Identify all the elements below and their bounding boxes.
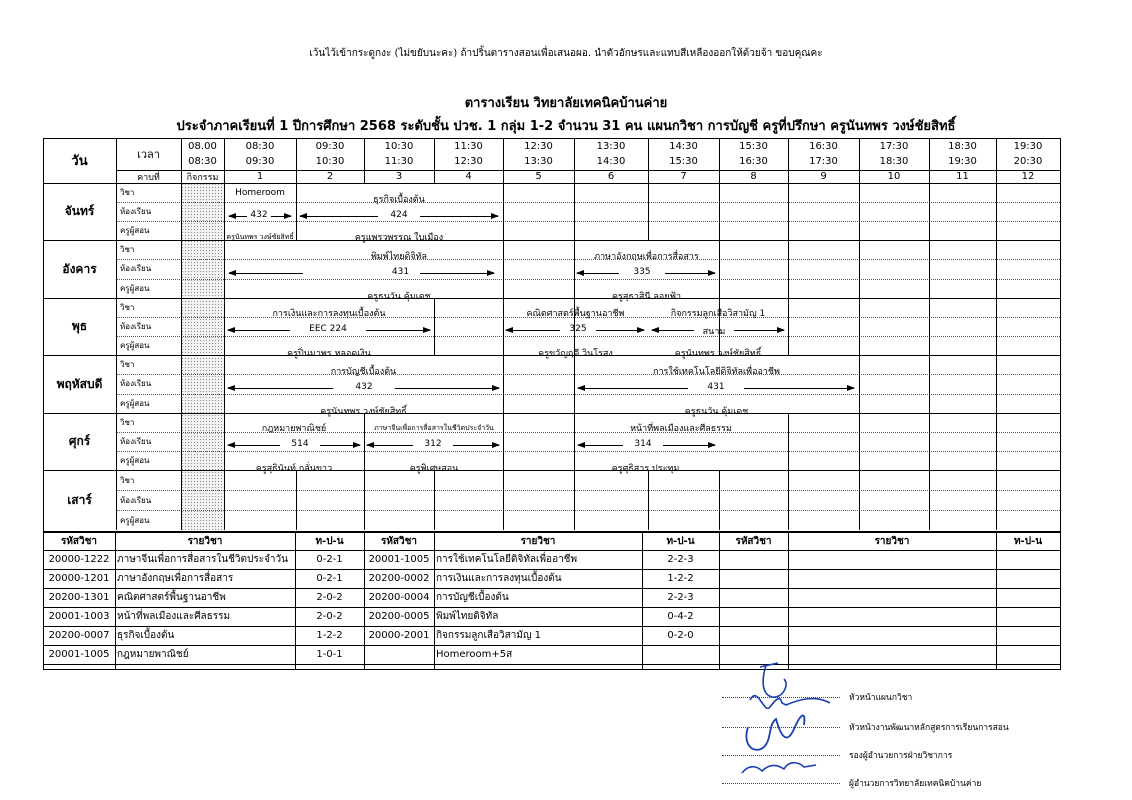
row-label: วิชา (120, 418, 135, 427)
tue-subject-thai-typing: พิมพ์ไทยดิจิทัล (370, 252, 428, 262)
header-day: วัน (71, 154, 88, 169)
course-credits: 1-0-1 (316, 649, 343, 660)
arrow-right (420, 216, 498, 217)
fri-room-chinese: 312 (424, 439, 442, 449)
grid-line (648, 183, 649, 240)
time-slot (296, 138, 364, 170)
time-slot (788, 138, 859, 170)
row-label: วิชา (120, 245, 135, 255)
page-title: ตารางเรียน วิทยาลัยเทคนิคบ้านค่าย (464, 96, 668, 111)
timetable (43, 138, 1061, 532)
row-label: ครูผู้สอน (120, 341, 150, 350)
arrow-left (228, 388, 333, 389)
time-slot (224, 138, 296, 170)
time-slot (996, 138, 1060, 170)
time-start: 09:30 (315, 141, 345, 152)
fri-teacher-chinese: ครูพิเศษสอน (409, 464, 459, 474)
signature-title: ผู้อำนวยการวิทยาลัยเทคนิคบ้านค่าย (849, 779, 982, 789)
fri-teacher-commercial-law: ครูสุธินันท์ กลั่นขาว (255, 464, 333, 474)
wed-room-math: 325 (569, 324, 587, 334)
course-column-header: ท-ป-น (666, 535, 695, 547)
row-label: ห้องเรียน (120, 379, 152, 389)
row-label: ครูผู้สอน (120, 283, 150, 293)
grid-line (719, 470, 720, 530)
mon-teacher-business: ครูแพรวพรรณ ใบเมือง (354, 233, 444, 243)
thu-room-digital-tech: 431 (707, 382, 725, 392)
grid-line (996, 183, 997, 240)
grid-line (859, 240, 860, 298)
wed-teacher-finance: ครูปิ่นมาพร หลอดเงิน (287, 349, 371, 359)
grid-line (788, 532, 789, 669)
thu-teacher-accounting: ครูนันทพร วงษ์ชัยสิทธิ์ (320, 407, 407, 417)
wed-teacher-math: ครูขวัญฤดี วินโรสง (538, 349, 613, 359)
time-start: 11:30 (454, 141, 483, 152)
period-number: 4 (465, 171, 472, 182)
arrow-right (395, 388, 499, 389)
course-name: ธุรกิจเบื้องต้น (117, 630, 175, 641)
grid-line (859, 138, 860, 183)
arrow-left (577, 273, 619, 274)
arrow-left (506, 330, 560, 331)
grid-line (859, 355, 860, 413)
signature-3 (746, 715, 804, 749)
arrow-left (300, 216, 378, 217)
row-label: วิชา (120, 475, 135, 485)
signature-title: หัวหน้าแผนกวิชา (849, 693, 913, 703)
course-column-header: รหัสวิชา (380, 535, 418, 547)
time-start: 16:30 (809, 141, 838, 152)
course-code: 20000-1201 (48, 573, 110, 584)
grid-line (648, 138, 649, 183)
grid-line (788, 138, 789, 183)
course-name: พิมพ์ไทยดิจิทัล (436, 611, 499, 622)
grid-line (224, 138, 225, 183)
tue-subject-english: ภาษาอังกฤษเพื่อการสื่อสาร (594, 252, 699, 262)
arrow-left (578, 388, 688, 389)
course-credits (642, 645, 719, 664)
grid-line (996, 470, 997, 530)
header-time: เวลา (137, 148, 160, 161)
course-code: 20200-0004 (368, 592, 430, 603)
row-label: ห้องเรียน (120, 264, 152, 274)
course-name: หน้าที่พลเมืองและศีลธรรม (117, 611, 231, 622)
course-table (43, 532, 1061, 670)
mon-room-homeroom: 432 (250, 210, 268, 220)
signature-title: รองผู้อำนวยการฝ่ายวิชาการ (849, 751, 953, 761)
grid-line (859, 298, 860, 355)
grid-line (364, 470, 365, 530)
time-start: 10:30 (384, 141, 414, 152)
grid-line (996, 355, 997, 413)
arrow-left (229, 216, 247, 217)
course-name: คณิตศาสตร์พื้นฐานอาชีพ (117, 592, 226, 603)
signature-scribbles (720, 655, 870, 795)
arrow-left (229, 273, 303, 274)
header-activity: กิจกรรม (186, 172, 219, 183)
course-credits: 0-2-0 (667, 630, 694, 641)
grid-line (574, 470, 575, 530)
day-thu: พฤหัสบดี (56, 376, 103, 391)
period-number: 9 (820, 171, 827, 182)
day-sat: เสาร์ (67, 492, 92, 507)
grid-line (929, 298, 930, 355)
grid-line (788, 240, 789, 298)
period-number: 1 (256, 171, 264, 182)
instruction-note: เว้นไว้เข้ากระดูกงะ (ไม่ขยับนะคะ) ถ้าปริ้นตารางสอนเพื่อเสนอผอ. นำตัวอักษรและแทบสีเหลืองออกให้ด้วยจ้า ขอบคุณคะ (309, 48, 823, 59)
period-number: 12 (1021, 171, 1035, 182)
header-period: คาบที่ (137, 172, 160, 183)
time-slot (859, 138, 929, 170)
wed-subject-scout: กิจกรรมลูกเสือวิสามัญ 1 (670, 309, 766, 319)
course-code: 20000-2001 (368, 630, 430, 641)
arrow-right (453, 445, 499, 446)
time-end: 20:30 (1013, 156, 1043, 167)
arrow-right (320, 445, 360, 446)
course-column-header: ท-ป-น (1013, 535, 1043, 547)
grid-line (996, 298, 997, 355)
fri-room-civics: 314 (634, 439, 652, 449)
grid-line-dotted (116, 221, 1060, 222)
course-code: 20001-1003 (48, 611, 110, 622)
course-column-header: รหัสวิชา (60, 535, 98, 547)
time-end: 11:30 (384, 156, 414, 167)
course-credits: 0-2-1 (316, 573, 343, 584)
arrow-right (596, 330, 644, 331)
grid-line (929, 240, 930, 298)
wed-subject-finance: การเงินและการลงทุนเบื้องต้น (272, 309, 386, 319)
signature-line (722, 755, 840, 756)
grid-line (788, 470, 789, 530)
page-subtitle: ประจำภาคเรียนที่ 1 ปีการศึกษา 2568 ระดับชั้น ปวช. 1 กลุ่ม 1-2 จำนวน 31 คน แผนกวิชา การบัญชี ครูที่ปรึกษา ครูนันทพร วงษ์ชัยสิทธิ์ (176, 119, 956, 134)
course-credits: 2-0-2 (316, 611, 343, 622)
grid-line (929, 183, 930, 240)
period-number: 10 (887, 171, 901, 182)
signature-line (722, 783, 840, 784)
row-label: ห้องเรียน (120, 207, 152, 216)
course-column-header: รายวิชา (187, 535, 223, 547)
fri-subject-civics: หน้าที่พลเมืองและศีลธรรม (630, 424, 732, 434)
grid-line (503, 355, 504, 413)
day-mon: จันทร์ (64, 204, 95, 218)
course-name: กิจกรรมลูกเสือวิสามัญ 1 (436, 630, 541, 641)
grid-line (116, 138, 117, 530)
period-number: 3 (395, 171, 403, 182)
course-code: 20200-1301 (48, 592, 110, 603)
mon-teacher-homeroom: ครูนันทพร วงษ์ชัยสิทธิ์ (226, 233, 294, 241)
day-fri: ศุกร์ (68, 434, 91, 448)
grid-line (929, 138, 930, 183)
day-wed: พุธ (71, 319, 88, 333)
time-end: 10:30 (315, 156, 345, 167)
arrow-right (744, 388, 854, 389)
time-start: 08:30 (245, 141, 275, 152)
wed-room-finance: EEC 224 (309, 324, 347, 334)
time-slot (181, 138, 224, 170)
grid-line (788, 298, 789, 355)
grid-line (434, 470, 435, 530)
arrow-right (663, 445, 715, 446)
course-credits: 0-4-2 (667, 611, 694, 622)
grid-line (43, 664, 1060, 665)
grid-line (788, 413, 789, 470)
course-code: 20200-0005 (368, 611, 430, 622)
time-end: 12:30 (454, 156, 483, 167)
period-number: 5 (535, 171, 542, 182)
signature-line (722, 727, 840, 728)
grid-line-dotted (116, 490, 1060, 491)
row-label: ครูผู้สอน (120, 398, 150, 408)
mon-subject-homeroom: Homeroom (235, 188, 285, 198)
grid-line-dotted (116, 451, 1060, 452)
row-label: ห้องเรียน (120, 322, 152, 331)
course-name: Homeroom+5ส (436, 649, 513, 660)
arrow-right (420, 273, 494, 274)
grid-line (648, 470, 649, 530)
period-number: 6 (607, 171, 615, 182)
course-credits: 2-0-2 (316, 592, 343, 603)
time-slot (503, 138, 574, 170)
tue-room-thai-typing: 431 (391, 267, 410, 277)
course-code: 20000-1222 (48, 554, 110, 565)
course-credits: 2-2-3 (667, 592, 694, 603)
tue-room-english: 335 (633, 267, 651, 277)
day-tue: อังคาร (62, 261, 97, 276)
course-column-header: ท-ป-น (315, 535, 344, 547)
time-slot (929, 138, 996, 170)
time-end: 09:30 (245, 156, 275, 167)
arrow-left (228, 330, 290, 331)
tue-teacher-thai-typing: ครูธนวัน คุ้มเดช (367, 292, 431, 302)
time-start: 17:30 (879, 141, 909, 152)
signature-1 (760, 663, 786, 697)
grid-line (859, 183, 860, 240)
arrow-left (578, 445, 623, 446)
course-code: 20200-0007 (48, 630, 110, 641)
time-slot (364, 138, 434, 170)
arrow-left (228, 445, 280, 446)
grid-line (788, 183, 789, 240)
grid-line-dotted (116, 336, 1060, 337)
grid-line (719, 532, 720, 669)
grid-line-dotted (116, 279, 1060, 280)
fri-subject-chinese: ภาษาจีนเพื่อการสื่อสารในชีวิตประจำวัน (374, 424, 494, 432)
course-name: ภาษาจีนเพื่อการสื่อสารในชีวิตประจำวัน (117, 554, 288, 565)
grid-line (181, 138, 182, 530)
wed-room-scout: สนาม (702, 327, 726, 337)
time-start: 12:30 (524, 141, 553, 152)
grid-line (574, 138, 575, 183)
arrow-left (367, 445, 413, 446)
grid-line (719, 183, 720, 240)
period-number: 11 (956, 171, 969, 182)
time-end: 13:30 (524, 156, 553, 167)
course-column-header: รายวิชา (520, 535, 556, 547)
grid-line (43, 183, 1060, 184)
arrow-right (271, 216, 291, 217)
grid-line (996, 240, 997, 298)
signature-line (722, 697, 840, 698)
wed-subject-math: คณิตศาสตร์พื้นฐานอาชีพ (526, 309, 625, 319)
grid-line (574, 183, 575, 240)
course-credits: 0-2-1 (316, 554, 343, 565)
grid-line (929, 470, 930, 530)
grid-line-dotted (116, 202, 1060, 203)
time-end: 17:30 (809, 156, 838, 167)
mon-subject-business: ธุรกิจเบื้องต้น (373, 195, 425, 205)
arrow-right (734, 330, 784, 331)
course-name: การบัญชีเบื้องต้น (436, 592, 509, 603)
grid-line (996, 138, 997, 183)
period-number: 8 (750, 171, 757, 182)
activity-shade (181, 183, 224, 530)
row-label: วิชา (120, 188, 135, 197)
signature-title: หัวหน้างานพัฒนาหลักสูตรการเรียนการสอน (849, 723, 1009, 733)
time-start: 18:30 (948, 141, 977, 152)
fri-subject-commercial-law: กฎหมายพาณิชย์ (261, 424, 327, 434)
course-credits: 1-2-2 (667, 573, 694, 584)
time-end: 14:30 (596, 156, 626, 167)
row-label: ครูผู้สอน (120, 515, 150, 525)
time-start: 19:30 (1013, 141, 1043, 152)
grid-line (996, 413, 997, 470)
time-start: 08.00 (188, 141, 217, 152)
course-credits: 2-2-3 (667, 554, 694, 565)
course-code: 20001-1005 (48, 649, 110, 660)
period-number: 7 (680, 171, 687, 182)
thu-subject-accounting: การบัญชีเบื้องต้น (330, 367, 397, 377)
course-column-header: รหัสวิชา (735, 535, 772, 547)
time-end: 16:30 (739, 156, 768, 167)
course-credits: 1-2-2 (316, 630, 343, 641)
grid-line-dotted (116, 394, 1060, 395)
thu-room-accounting: 432 (355, 382, 373, 392)
time-slot (434, 138, 503, 170)
course-code (364, 645, 434, 664)
course-name: การใช้เทคโนโลยีดิจิทัลเพื่ออาชีพ (436, 554, 578, 565)
grid-line (859, 413, 860, 470)
grid-line (929, 355, 930, 413)
row-label: ห้องเรียน (120, 495, 152, 505)
time-start: 13:30 (596, 141, 626, 152)
arrow-right (366, 330, 430, 331)
time-start: 15:30 (739, 141, 768, 152)
grid-line (503, 183, 504, 240)
time-slot (648, 138, 719, 170)
grid-line (43, 413, 1060, 414)
grid-line (929, 413, 930, 470)
grid-line (296, 138, 297, 183)
grid-line (719, 240, 720, 298)
time-start: 14:30 (669, 141, 698, 152)
mon-room-business: 424 (390, 210, 408, 220)
time-end: 08:30 (188, 156, 217, 167)
course-name: กฎหมายพาณิชย์ (117, 649, 189, 660)
row-label: วิชา (120, 360, 135, 370)
course-name: การเงินและการลงทุนเบื้องต้น (436, 573, 562, 584)
grid-line (364, 138, 365, 183)
grid-line (434, 298, 435, 355)
signature-4 (742, 763, 816, 773)
row-label: วิชา (120, 303, 135, 312)
tue-teacher-english: ครูสุธาสินี ลอยฟ้า (611, 292, 682, 302)
grid-line (719, 138, 720, 183)
fri-teacher-civics: ครูศุธิสาร ประทุม (611, 464, 680, 474)
grid-line (43, 240, 1060, 241)
time-end: 19:30 (948, 156, 977, 167)
time-end: 15:30 (669, 156, 698, 167)
grid-line (224, 470, 225, 530)
grid-line (116, 170, 1060, 171)
grid-line (434, 138, 435, 183)
row-label: ห้องเรียน (120, 437, 152, 446)
time-slot (574, 138, 648, 170)
fri-room-commercial-law: 514 (291, 439, 309, 449)
grid-line-dotted (116, 510, 1060, 511)
grid-line (503, 470, 504, 530)
row-label: ครูผู้สอน (120, 226, 150, 235)
arrow-left (652, 330, 694, 331)
row-label: ครูผู้สอน (120, 456, 150, 465)
course-code: 20001-1005 (368, 554, 430, 565)
time-slot (719, 138, 788, 170)
thu-teacher-digital-tech: ครูธนวัน คุ้มเดช (684, 407, 749, 417)
grid-line (859, 470, 860, 530)
period-number: 2 (326, 171, 334, 182)
wed-teacher-scout: ครูนันทพร วงษ์ชัยสิทธิ์ (674, 349, 762, 359)
course-name: ภาษาอังกฤษเพื่อการสื่อสาร (117, 573, 234, 584)
grid-line (503, 138, 504, 183)
grid-line (996, 532, 997, 669)
thu-subject-digital-tech: การใช้เทคโนโลยีดิจิทัลเพื่ออาชีพ (653, 367, 780, 377)
time-end: 18:30 (879, 156, 909, 167)
course-column-header: รายวิชา (874, 535, 910, 547)
grid-line (296, 470, 297, 530)
arrow-right (665, 273, 715, 274)
course-code: 20200-0002 (368, 573, 430, 584)
